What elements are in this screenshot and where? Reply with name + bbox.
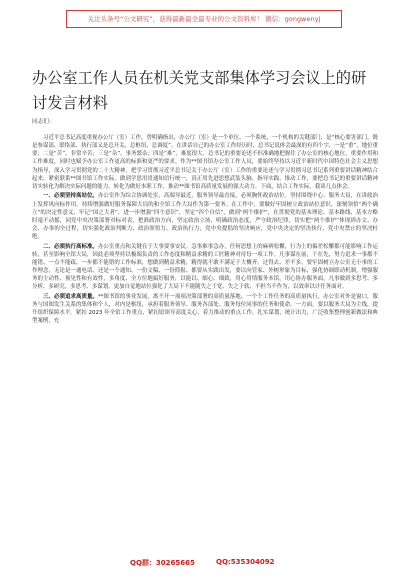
- paragraph-intro: [32, 134, 378, 191]
- qq-number: QQ:535304092: [216, 558, 275, 566]
- contact-footer: [0, 556, 408, 570]
- paragraph-text: 办公室重点和关键在于大事要事安民。急事难事急办，任何思想上的麻痹松懈，行为上的偏差松懈都可能影响工作运转，甚至影响全馆大局，因此必须坚持以极端负责的工作态度和精益求精的工匠精神对待每一项工作。凡事谋在前，干在先，努力追求一事都不能错、一点不能疏、一步都不能错的工作标准，想做到精益求精，精得就不敢不满足于大概齐。过得去、差不多。要牢固树立办公室无小事的工作理念，无论是一通电话、还是一个通知、一份文稿、一份简报、都要从实践出发，要以向管家、外树形象为目标，强化协调联动机制，增强服务的主动性、预见性和有效性，多角度、全方位地搞好服务，以能以、细心、细致，用心用情服务本馆，用心协办服务面，凡事做到多思考、多分析、多研究，多思考、多谋划，更加自觉地站位强化了大局下不能随失之于宽、失之于软、不担当不作为，以效率以计任务面对。: [32, 243, 378, 291]
- paragraph-section-2: [32, 243, 378, 292]
- paragraph-text: 办公室作为综合协调处室，高端导最近，服务领导最直接，必须胸怀政治站位。坚持围绕中心、服务大局，在讲政治上发挥风向标作用。持续增强做好服务保障大局的和全馆工作大局作为第一要务。在工作中，要做好牢固树立政治站位意识，深刻领悟“两个确立”的决定性意义，牢记“国之大者”，进一步增强“四个意识”，坚定“四个自信”，做到“两个维护”，在贯彻党的基本理论、基本路线、基本方略时毫不动摇，同党中央决策部署对标对表，把准政治方向，坚定政治立场，明确政治态度，严守政治纪律，切实把“两个维护”体现到办文、办会、办事的全过程，切实强化政治判断力、政治领悟力、政治执行力，党中央提倡的坚决响应，党中央决定的坚决执行，党中央禁止的坚决杜绝。: [32, 193, 378, 241]
- paragraph-section-3: [32, 293, 378, 326]
- document-body: [32, 134, 378, 327]
- paragraph-lead: 二、必须执行高标准。: [43, 243, 98, 250]
- paragraph-text: **图书馆的事业发展，离不开一项项决策部署的高质量落地、一个个工作任务的高质量执行，办公室对外是窗口，服务与国图发生关系的集体和个人，对内是枢纽，承担着服务领导、服务各部处、服务每位同事的任务和使命。一方面，要以服务大局为主线，提升组织保障水平。紧扣 2023 年全馆工作重点，紧扣馆领导高度关心、着力推动的重点工作，扎实谋划，统计出力，广泛收集整理创新做法和典型案例，充: [32, 293, 378, 325]
- paragraph-section-1: [32, 192, 378, 241]
- document-title: 办公室工作人员在机关党支部集体学习会议上的研讨发言材料: [32, 69, 367, 112]
- paragraph-text: 习近平总书记高度重视办公厅（室）工作，曾明确指出，办公厅（室）是一个单位、一个系统、一个机构的关键部门，是“核心要害部门，既是参谋部、联络部、执行部又是总开关、总枢纽、总调度”。在讲话自己的办公室工作经历时，总书记说体会最深的有四个字，一是“重”，地位重要；二是“苦”，非常辛苦；三是“杂”，事务繁杂；四是“难”，难度很大。总书记的重要论述不但准确地把握住了办公室的核心地位，重要作用和工作难度，同时也赋予办公室工作更高的标准和更严的要求。作为**图书馆办公室工作人员，要始终坚持以习近平新时代中国特色社会主义思想为指导，深入学习贯彻党的二十大精神，把学习贯彻习近平总书记关于办公厅（室）工作的重要论述与学习贯彻习总书记系列重要讲话精神结合起来，紧密联系**图书馆工作实际，做到学思用贯通知信行统一，真正用先进思想武装头脑、指导实践、推动工作，要把总书记的重要讲话精神切实转化为解决实际问题的能力，转化为做好本职工作、推动**图书馆高质量发展的强大动力。下面，结合工作实际，我谈几点体会。: [32, 135, 378, 190]
- paragraph-lead: 三、必须追求高质量。: [43, 293, 98, 300]
- promo-banner: 关注头条号“公文研究”，获得最新最全最专业的公文资料库！ 微信：gongwenyj: [66, 10, 342, 28]
- paragraph-lead: 一、必须坚持高站位。: [43, 193, 98, 200]
- greeting: 同志们：: [32, 119, 55, 125]
- qq-group-number: QQ群：30265665: [130, 559, 195, 567]
